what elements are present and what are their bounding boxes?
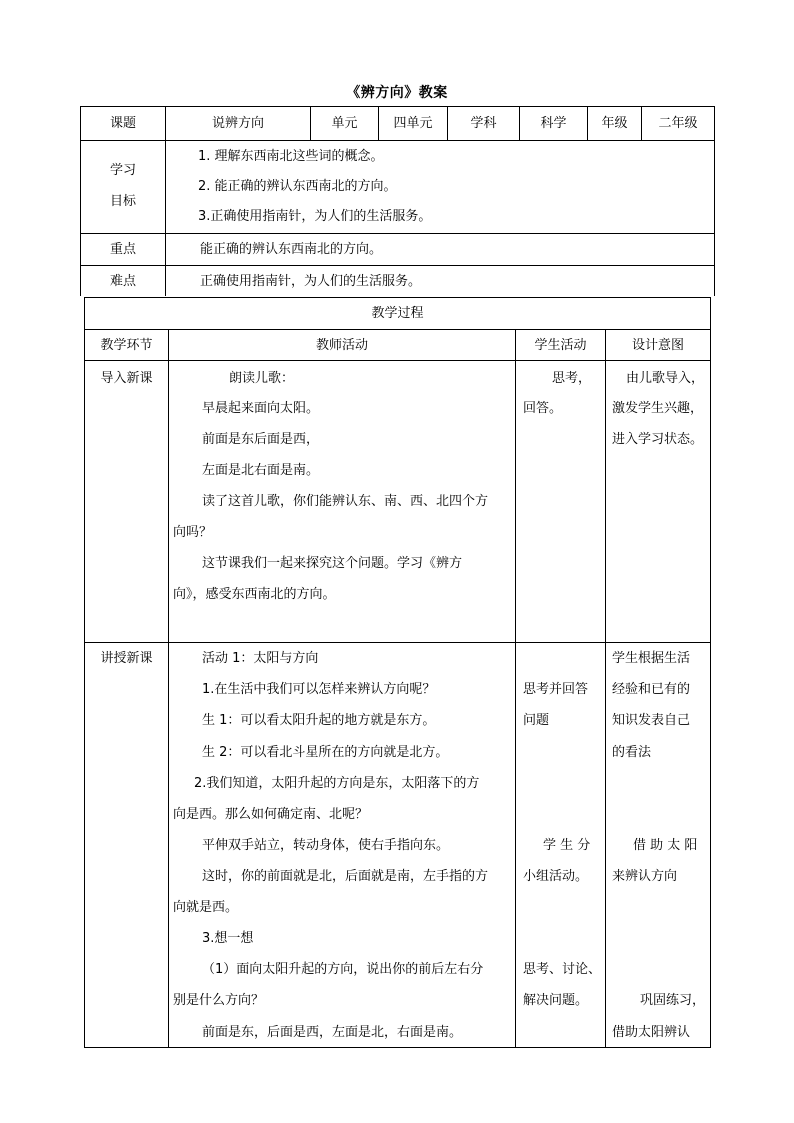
topic-label: 课题 — [109, 116, 136, 131]
intent-line: 经验和已有的 — [612, 682, 691, 697]
objective-item: 1. 理解东西南北这些词的概念。 — [198, 149, 384, 164]
topic-value: 说辨方向 — [211, 116, 264, 131]
process-title: 教学过程 — [371, 306, 424, 321]
student-line: 思考， — [552, 371, 592, 386]
intent-line: 进入学习状态。 — [612, 432, 704, 447]
table-line — [714, 106, 715, 296]
table-line — [84, 297, 85, 1048]
difficulty-label: 难点 — [109, 274, 136, 289]
col-header: 设计意图 — [631, 338, 684, 353]
table-line — [710, 297, 711, 1048]
key-point-text: 能正确的辨认东西南北的方向。 — [200, 242, 383, 257]
table-line — [515, 329, 516, 1048]
stage-label: 讲授新课 — [100, 651, 153, 666]
intent-line: 来辨认方向 — [612, 869, 678, 884]
subject-label: 学科 — [470, 116, 497, 131]
grade-value: 二年级 — [658, 116, 698, 131]
intent-line: 由儿歌导入， — [626, 371, 705, 386]
stage-label: 导入新课 — [100, 371, 153, 386]
teacher-line: 活动 1：太阳与方向 — [202, 651, 319, 666]
col-header: 教师活动 — [315, 338, 368, 353]
col-header: 学生活动 — [534, 338, 587, 353]
teacher-line: 生 2：可以看北斗星所在的方向就是北方。 — [202, 745, 449, 760]
teacher-line: 别是什么方向？ — [173, 993, 265, 1008]
unit-value: 四单元 — [393, 116, 433, 131]
intent-line: 的看法 — [612, 745, 652, 760]
student-line: 思考、讨论、 — [523, 962, 602, 977]
subject-value: 科学 — [540, 116, 567, 131]
objectives-label: 学习 — [109, 163, 136, 178]
teacher-line: 向是西。那么如何确定南、北呢？ — [173, 807, 369, 822]
student-line: 小组活动。 — [523, 869, 589, 884]
table-line — [168, 329, 169, 1048]
teacher-line: 向就是西。 — [173, 900, 239, 915]
teacher-line: 2.我们知道，太阳升起的方向是东，太阳落下的方 — [194, 776, 480, 791]
objective-item: 2. 能正确的辨认东西南北的方向。 — [198, 179, 397, 194]
teacher-line: 向吗？ — [173, 525, 213, 540]
grade-label: 年级 — [601, 116, 628, 131]
table-line — [84, 329, 710, 330]
table-line — [605, 329, 606, 1048]
intent-line: 巩固练习， — [640, 993, 706, 1008]
objective-item: 3.正确使用指南针，为人们的生活服务。 — [198, 209, 432, 224]
objectives-label: 目标 — [109, 194, 136, 209]
teacher-line: （1）面向太阳升起的方向，说出你的前后左右分 — [202, 962, 484, 977]
intent-line: 知识发表自己 — [612, 713, 691, 728]
document-title: 《辨方向》教案 — [346, 85, 448, 101]
intent-line: 学生根据生活 — [612, 651, 691, 666]
student-line: 解决问题。 — [523, 993, 589, 1008]
teacher-line: 这时，你的前面就是北，后面就是南，左手指的方 — [202, 869, 489, 884]
teacher-line: 向》，感受东西南北的方向。 — [173, 587, 336, 602]
key-point-label: 重点 — [109, 242, 136, 257]
teacher-line: 生 1：可以看太阳升起的地方就是东方。 — [202, 713, 436, 728]
teacher-line: 前面是东，后面是西，左面是北，右面是南。 — [202, 1025, 463, 1040]
student-line: 学 生 分 — [543, 838, 591, 853]
teacher-line: 早晨起来面向太阳。 — [202, 401, 320, 416]
student-line: 问题 — [523, 713, 550, 728]
difficulty-text: 正确使用指南针，为人们的生活服务。 — [200, 274, 422, 289]
student-line: 回答。 — [523, 401, 563, 416]
teacher-line: 平伸双手站立，转动身体，使右手指向东。 — [202, 838, 450, 853]
teacher-line: 这节课我们一起来探究这个问题。学习《辨方 — [202, 556, 463, 571]
teacher-line: 前面是东后面是西， — [202, 432, 320, 447]
intent-line: 激发学生兴趣， — [612, 401, 704, 416]
teacher-line: 3.想一想 — [202, 931, 254, 946]
intent-line: 借 助 太 阳 — [633, 838, 698, 853]
table-line — [84, 642, 710, 643]
table-line — [80, 265, 714, 266]
teacher-line: 读了这首儿歌，你们能辨认东、南、西、北四个方 — [202, 494, 489, 509]
student-line: 思考并回答 — [523, 682, 589, 697]
teacher-line: 朗读儿歌： — [229, 371, 295, 386]
teacher-line: 1.在生活中我们可以怎样来辨认方向呢？ — [202, 682, 436, 697]
teacher-line: 左面是北右面是南。 — [202, 463, 320, 478]
intent-line: 借助太阳辨认 — [612, 1025, 691, 1040]
table-line — [80, 106, 714, 107]
table-line — [165, 106, 166, 296]
unit-label: 单元 — [331, 116, 358, 131]
table-line — [84, 360, 710, 361]
table-line — [80, 233, 714, 234]
col-header: 教学环节 — [100, 338, 153, 353]
table-line — [84, 1047, 710, 1048]
table-line — [80, 140, 714, 141]
table-line — [84, 297, 710, 298]
